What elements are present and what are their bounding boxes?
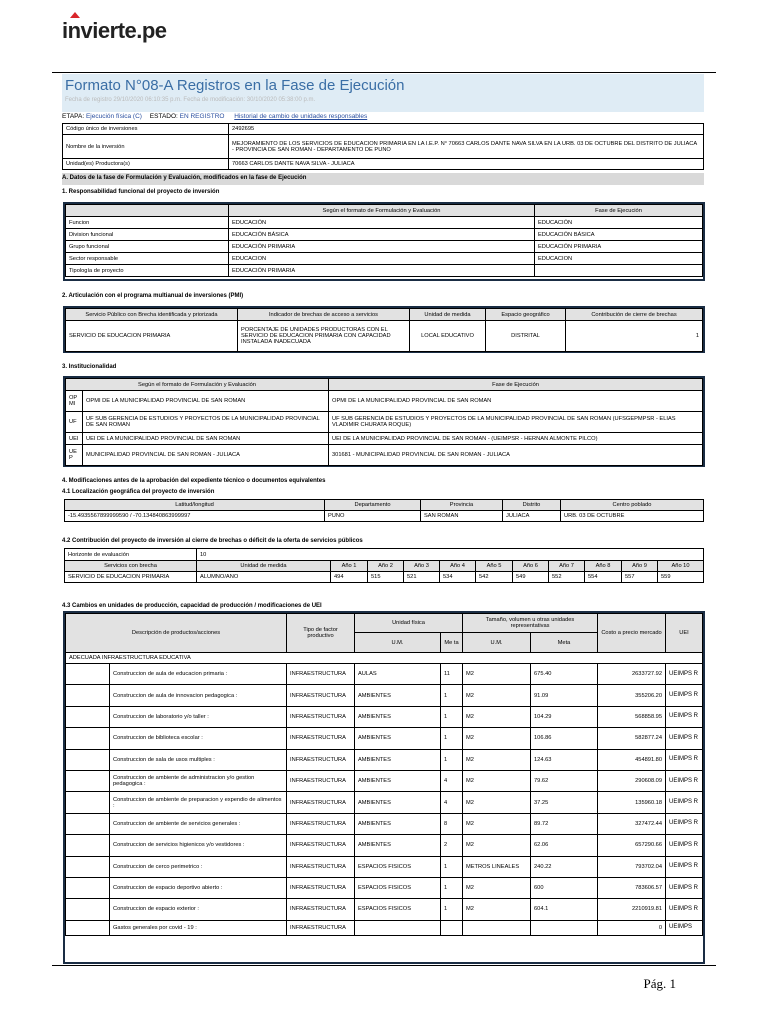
table-row: Construccion de aula de educacion primaria : INFRAESTRUCTURA AULAS 11 M2 675.40 2633727.92 UEIMPS R: [66, 664, 703, 685]
logo-accent-icon: [70, 12, 80, 18]
table-row: Construccion de ambiente de preparacion y expendio de alimentos : INFRAESTRUCTURA AMBIENTES 4 M2 37.25 135960.18 UEIMPS R: [66, 792, 703, 813]
table-row: Construccion de espacio exterior : INFRAESTRUCTURA ESPACIOS FISICOS 1 M2 604.1 2210919.81 UEIMPS R: [66, 899, 703, 920]
bottom-rule: [52, 965, 716, 966]
table-row: Construccion de sala de usos multiples : INFRAESTRUCTURA AMBIENTES 1 M2 124.63 454891.80 UEIMPS R: [66, 749, 703, 770]
brand-logo: invierte.pe: [62, 18, 167, 44]
responsibility-table: Según el formato de Formulación y Evaluación Fase de Ejecución Funcion EDUCACIÓN EDUCACIÓN Division funcional EDUCACIÓN BÁSICA EDUCACIÓN BÁSICA Grupo funcional EDUCACIÓN PRIMARIA EDUCACIÓN PRIMARIA Sector responsable EDUCACION EDUCACION Tipología de proyecto EDUCACIÓN PRIMARIA: [65, 204, 703, 277]
page-title: Formato N°08-A Registros en la Fase de Ejecución: [65, 77, 405, 94]
table-row: Construccion de ambiente de servicios generales : INFRAESTRUCTURA AMBIENTES 8 M2 89.72 327472.44 UEIMPS R: [66, 813, 703, 834]
section-2-title: 2. Articulación con el programa multianual de inversiones (PMI): [62, 293, 244, 299]
table-row: Construccion de aula de innovacion pedagogica : INFRAESTRUCTURA AMBIENTES 1 M2 91.09 355206.20 UEIMPS R: [66, 685, 703, 706]
section-42-title: 4.2 Contribución del proyecto de inversión al cierre de brechas o déficit de la oferta de servicios públicos: [62, 538, 363, 544]
gap-table: Horizonte de evaluación 10 Servicios con brecha Unidad de medida Año 1 Año 2 Año 3 Año 4 Año 5 Año 6 Año 7 Año 8 Año 9 Año 10 SERVICIO DE EDUCACION PRIMARIA ALUMNO/ANO 494 515 521 534 542 549 552 554 557 559: [64, 548, 704, 583]
location-table: Latitud/longitud Departamento Provincia Distrito Centro poblado -15.4935567899999590 / -70.134840863999997 PUNO SAN ROMAN JULIACA URB. 03 DE OCTUBRE: [64, 499, 704, 522]
table-row: Construccion de cerco perimetrico : INFRAESTRUCTURA ESPACIOS FISICOS 1 METROS LINEALES 240.22 793702.04 UEIMPS R: [66, 856, 703, 877]
table-row: Construccion de servicios higienicos y/o vestidores : INFRAESTRUCTURA AMBIENTES 2 M2 62.06 657290.66 UEIMPS R: [66, 835, 703, 856]
table-row: Construccion de ambiente de administracion y/o gestion pedagogica : INFRAESTRUCTURA AMBIENTES 4 M2 79.62 290608.09 UEIMPS R: [66, 770, 703, 791]
table-row: Construccion de laboratorio y/o taller : INFRAESTRUCTURA AMBIENTES 1 M2 104.29 568858.95 UEIMPS R: [66, 706, 703, 727]
pmi-table: Servicio Público con Brecha identificada y priorizada Indicador de brechas de acceso a servicios Unidad de medida Espacio geográfico Contribución de cierre de brechas SERVICIO DE EDUCACION PRIMARIA PORCENTAJE DE UNIDADES PRODUCTORAS CON EL SERVICIO DE EDUCACION PRIMARIA CON CAPACIDAD INSTALADA INADECUADA LOCAL EDUCATIVO DISTRITAL 1: [65, 308, 703, 352]
section-4-title: 4. Modificaciones antes de la aprobación del expediente técnico o documentos equivalentes: [62, 478, 326, 484]
section-41-title: 4.1 Localización geográfica del proyecto de inversión: [62, 489, 215, 495]
top-rule: [52, 72, 716, 73]
section-a-title: A. Datos de la fase de Formulación y Evaluación, modificados en la fase de Ejecución: [62, 175, 307, 181]
section-43-title: 4.3 Cambios en unidades de producción, capacidad de producción / modificaciones de UEI: [62, 603, 322, 609]
section-1-title: 1. Responsabilidad funcional del proyecto de inversión: [62, 189, 220, 195]
table-row: Construccion de biblioteca escolar : INFRAESTRUCTURA AMBIENTES 1 M2 106.86 582877.24 UEIMPS R: [66, 728, 703, 749]
header-table: Código único de inversiones 2492695 Nombre de la inversión MEJORAMIENTO DE LOS SERVICIOS DE EDUCACION PRIMARIA EN LA I.E.P. N° 70663 CARLOS DANTE NAVA SILVA EN LA URB. 03 DE OCTUBRE DEL DISTRITO DE JULIACA - PROVINCIA DE SAN ROMAN - DEPARTAMENTO DE PUNO Unidad(es) Productora(s) 70663 CARLOS DANTE NAVA SILVA - JULIACA: [62, 123, 704, 170]
section-3-title: 3. Institucionalidad: [62, 364, 117, 370]
page-number: Pág. 1: [643, 976, 676, 991]
production-table: Descripción de productos/acciones Tipo de factor productivo Unidad física Tamaño, volumen u otras unidades representativas Costo a precio mercado UEI U.M. Me ta U.M. Meta ADECUADA INFRAESTRUCTURA EDUCATIVA Construccion de aula de educacion primaria : INFRAESTRUCTURA AULAS 11 M2 675.40 2633727.92 UEIMPS R Construccion de aula de innovacion pedagogica : INFRAESTRUCTURA AMBIENTES 1 M2 91.09 355206.20 UEIMPS R Construccion de laboratorio y/o taller : INFRAESTRUCTURA AMBIENTES 1 M2 104.29 568858.95 UEIMPS R Construccion de biblioteca escolar : INFRAESTRUCTURA AMBIENTES 1 M2 106.86 582877.24 UEIMPS R Construccion de sala de usos multiples : INFRAESTRUCTURA AMBIENTES 1 M2 124.63 454891.80 UEIMPS R Construccion de ambiente de administracion y/o gestion pedagogica : INFRAESTRUCTURA AMBIENTES 4 M2 79.62 290608.09 UEIMPS R Construccion de ambiente de preparacion y expendio de alimentos : INFRAESTRUCTURA AMBIENTES 4 M2 37.25 135960.18 UEIMPS R Construccion de ambiente de servicios generales : INFRAESTRUCTURA AMBIENTES 8 M2 89.72 327472.44 UEIMPS R Construccion de servicios higienicos y/o vestidores : INFRAESTRUCTURA AMBIENTES 2 M2 62.06 657290.66 UEIMPS R Construccion de cerco perimetrico : INFRAESTRUCTURA ESPACIOS FISICOS 1 METROS LINEALES 240.22 793702.04 UEIMPS R Construccion de espacio deportivo abierto : INFRAESTRUCTURA ESPACIOS FISICOS 1 M2 600 783606.57 UEIMPS R Construccion de espacio exterior : INFRAESTRUCTURA ESPACIOS FISICOS 1 M2 604.1 2210919.81 UEIMPS R Gastos generales por covid - 19 : INFRAESTRUCTURA 0 UEIMPS: [65, 613, 703, 936]
table-row: Gastos generales por covid - 19 : INFRAESTRUCTURA 0 UEIMPS: [66, 920, 703, 935]
record-dates: Fecha de registro 29/10/2020 06:10:35 p.m. Fecha de modificación: 30/10/2020 05:38:00 p.m.: [65, 97, 316, 103]
stage-line: ETAPA: Ejecución física (C) ESTADO: EN REGISTRO Historial de cambio de unidades responsables: [62, 113, 368, 120]
institutional-table: Según el formato de Formulación y Evaluación Fase de Ejecución OP MI OPMI DE LA MUNICIPALIDAD PROVINCIAL DE SAN ROMAN OPMI DE LA MUNICIPALIDAD PROVINCIAL DE SAN ROMAN UF UF SUB GERENCIA DE ESTUDIOS Y PROYECTOS DE LA MUNICIPALIDAD PROVINCIAL DE SAN ROMAN UF SUB GERENCIA DE ESTUDIOS Y PROYECTOS DE LA MUNICIPALIDAD PROVINCIAL DE SAN ROMAN (UFSGEPMPSR - ELIAS VLADIMIR CHURATA ROQUE) UEI UEI DE LA MUNICIPALIDAD PROVINCIAL DE SAN ROMAN UEI DE LA MUNICIPALIDAD PROVINCIAL DE SAN ROMAN - (UEIMPSR - HERNAN ALMONTE PILCO) UE P MUNICIPALIDAD PROVINCIAL DE SAN ROMAN - JULIACA 301681 - MUNICIPALIDAD PROVINCIAL DE SAN ROMAN - JULIACA: [65, 378, 703, 466]
history-link[interactable]: Historial de cambio de unidades responsables: [234, 113, 368, 120]
table-row: Construccion de espacio deportivo abierto : INFRAESTRUCTURA ESPACIOS FISICOS 1 M2 600 783606.57 UEIMPS R: [66, 877, 703, 898]
